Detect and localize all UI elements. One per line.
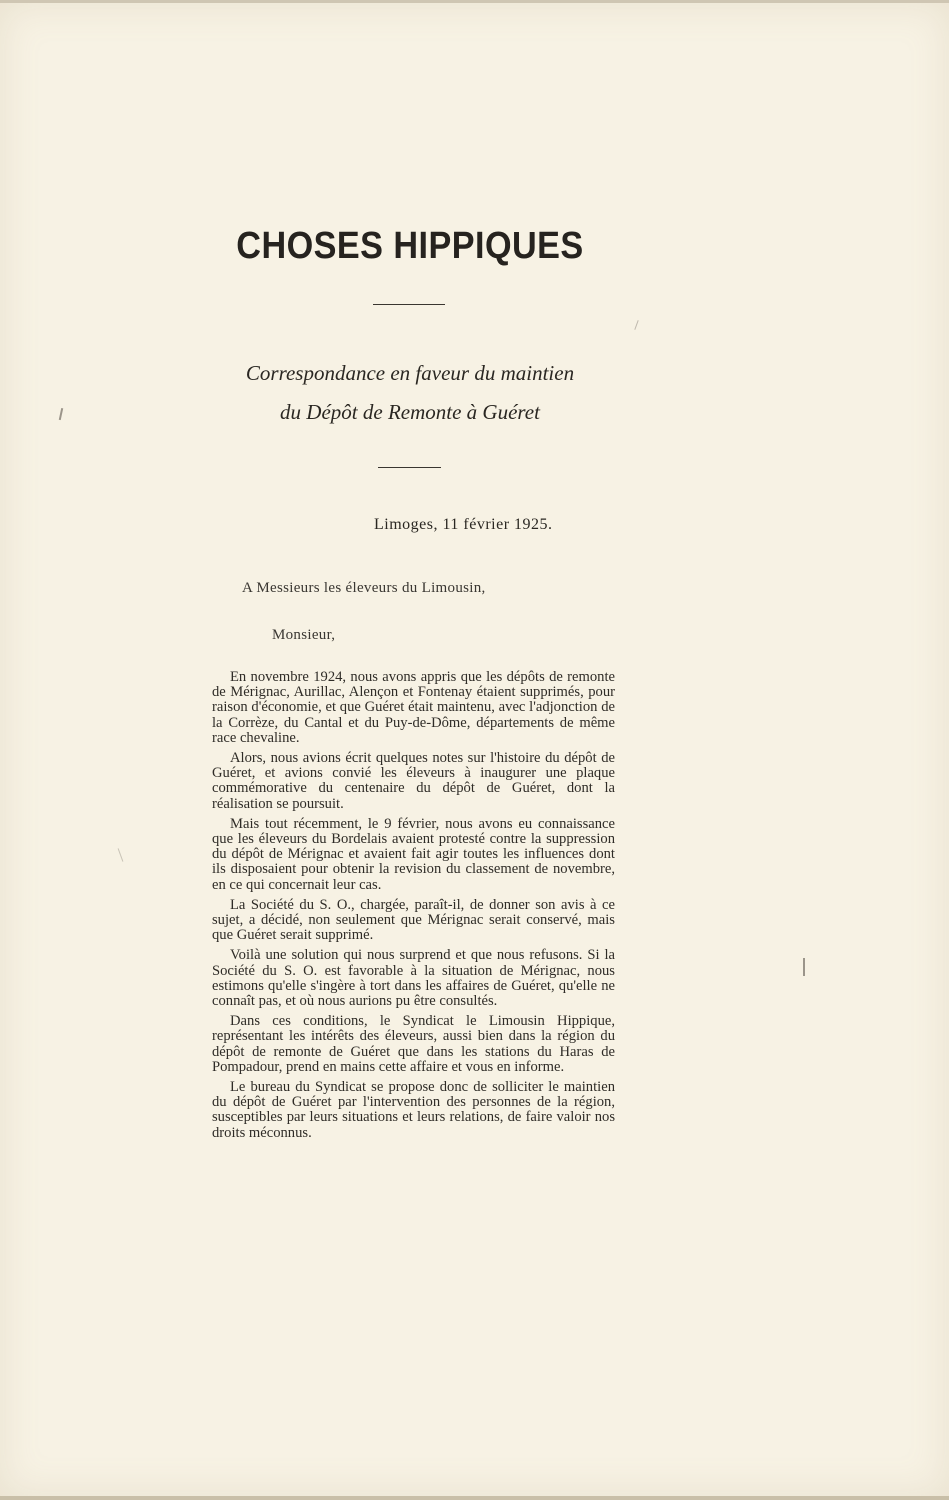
letter-dateline: Limoges, 11 février 1925. <box>374 516 553 533</box>
subtitle-line-1: Correspondance en faveur du maintien <box>245 361 575 385</box>
subtitle-line-2: du Dépôt de Remonte à Guéret <box>280 400 540 424</box>
body-paragraph: Voilà une solution qui nous surprend et que nous refusons. Si la Société du S. O. est favorable à la situation de Mérignac, nous estimons qu'elle s'ingère à tort dans les affaires de Guéret, qu'elle ne connaît pas, et où nous aurions pu être consultés. <box>212 947 615 1010</box>
paper-mark <box>634 320 638 330</box>
body-paragraph: Mais tout récemment, le 9 février, nous avons eu connaissance que les éleveurs du Bordelais avaient protesté contre la suppression du dépôt de Mérignac et avaient fait agir toutes les influences dont ils disposaient pour obtenir la revision du classement de novembre, en ce qui concernait leur cas. <box>212 815 615 893</box>
letter-addressee: A Messieurs les éleveurs du Limousin, <box>242 580 486 596</box>
subtitle-divider <box>378 467 441 468</box>
title-divider <box>373 304 445 305</box>
paper-mark <box>118 848 124 861</box>
letter-body <box>212 670 615 1146</box>
body-paragraph: Le bureau du Syndicat se propose donc de solliciter le maintien du dépôt de Guéret par l'intervention des personnes de la région, susceptibles par leurs situations et leurs relations, de faire valoir nos droits méconnus. <box>212 1079 615 1141</box>
paper-mark <box>803 958 805 976</box>
body-paragraph: Alors, nous avions écrit quelques notes sur l'histoire du dépôt de Guéret, et avions convié les éleveurs à inaugurer une plaque commémorative du centenaire du dépôt de Guéret, dont la réalisation se poursuit. <box>212 750 615 812</box>
body-paragraph: Dans ces conditions, le Syndicat le Limousin Hippique, représentant les intérêts des éleveurs, aussi bien dans la région du dépôt de remonte de Guéret que dans les stations du Haras de Pompadour, prend en mains cette affaire et vous en informe. <box>212 1013 615 1075</box>
paper-mark <box>59 408 63 420</box>
letter-salutation: Monsieur, <box>272 627 336 643</box>
document-title: CHOSES HIPPIQUES <box>236 225 584 267</box>
body-paragraph: La Société du S. O., chargée, paraît-il, de donner son avis à ce sujet, a décidé, non seulement que Mérignac serait conservé, mais que Guéret serait supprimé. <box>212 896 615 944</box>
body-paragraph: En novembre 1924, nous avons appris que les dépôts de remonte de Mérignac, Aurillac, Alençon et Fontenay étaient supprimés, pour raison d'économie, et que Guéret était maintenu, avec l'adjonction de la Corrèze, du Cantal et du Puy-de-Dôme, départements de même race chevaline. <box>212 669 615 746</box>
